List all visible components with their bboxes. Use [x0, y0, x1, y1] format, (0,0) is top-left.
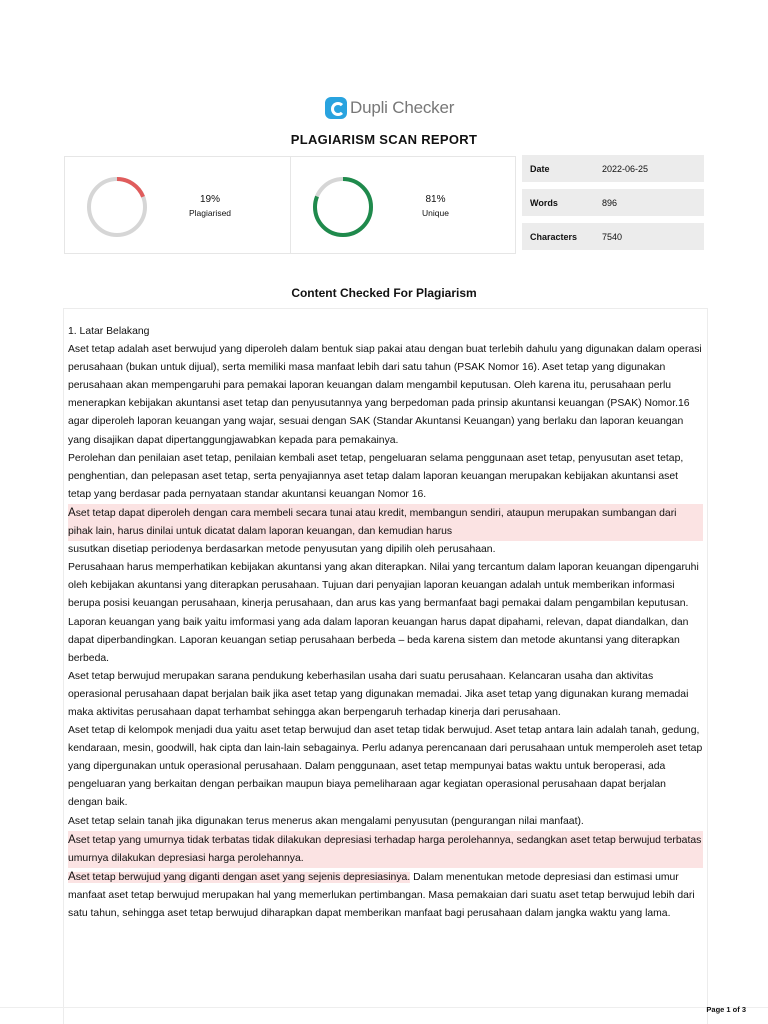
checked-content — [68, 323, 703, 923]
brand-name: Dupli Checker — [350, 98, 455, 117]
paragraph: Aset tetap berwujud merupakan sarana pendukung keberhasilan usaha dari suatu perusahaan. Kelancaran usaha dan aktivitas operasional perusahaan dapat berjalan baik jika aset tetap yang digunakan memadai. Jika aset tetap yang digunakan kurang memadai maka aktivitas perusahaan dapat terhambat sehingga akan berpengaruh terhadap kinerja dari perusahaan. — [68, 670, 689, 718]
plagiarised-stat — [65, 157, 290, 253]
meta-key: Date — [530, 163, 550, 174]
paragraph: Aset tetap di kelompok menjadi dua yaitu aset tetap berwujud dan aset tetap tidak berwujud. Aset tetap antara lain adalah tanah, gedung, kendaraan, mesin, goodwill, hak cipta dan lain-lain sebagainya. Perlu adanya perencanaan dari perusahaan untuk memperoleh aset tetap yang dipergunakan untuk operasional perusahaan. Dalam penggunaan, aset tetap mempunyai batas waktu untuk beroperasi, ada pengeluaran yang berkaitan dengan perbaikan maupun biaya pemeliharaan agar kegiatan operasional perusahaan dapat berjalan dengan baik. — [68, 725, 703, 809]
footer-divider — [0, 1007, 768, 1008]
highlight-initial: A — [68, 869, 76, 883]
meta-row-characters — [522, 223, 704, 250]
paragraph — [68, 868, 703, 923]
unique-percent: 81% — [425, 194, 446, 205]
content-heading: 1. Latar Belakang — [68, 326, 150, 337]
paragraph: Perusahaan harus memperhatikan kebijakan akuntansi yang akan diterapkan. Nilai yang tercantum dalam laporan keuangan dipengaruhi oleh kebijakan akuntansi yang diterapkan perusahaan. Tujuan dari penyajian laporan keuangan adalah untuk memberikan informasi berupa posisi keuangan perusahaan, kinerja perusahaan, dan arus kas yang bermanfaat bagi pemakai dalam pengambilan keputusan. Laporan keuangan yang baik yaitu imformasi yang ada dalam laporan keuangan harus dapat dipahami, relevan, dapat diandalkan, dan dapat diperbandingkan. Laporan keuangan setiap perusahaan berbeda – beda karena sistem dan metode akuntansi yang diterapkan berbeda. — [68, 562, 699, 664]
meta-row-date — [522, 155, 704, 182]
report-meta-table — [522, 155, 704, 257]
highlight-text: set tetap yang umurnya tidak terbatas tidak dilakukan depresiasi terhadap harga perolehannya, sedangkan aset tetap berwujud terbatas umurnya dilakukan depresiasi harga perolehannya. — [68, 834, 702, 864]
meta-value: 7540 — [602, 231, 623, 242]
plagiarised-highlight — [68, 831, 703, 868]
report-title: PLAGIARISM SCAN REPORT — [290, 132, 478, 147]
unique-label: Unique — [422, 208, 449, 218]
meta-key: Characters — [530, 231, 578, 242]
paragraph-text: Dalam menentukan metode depresiasi dan estimasi umur manfaat aset tetap berwujud merupakan hal yang memerlukan pertimbangan. Masa pemakaian dari suatu aset tetap berwujud lebih dari satu tahun, sehingga aset tetap berwujud diharapkan dapat memberikan manfaat bagi perusahaan dalam jangka waktu yang lama. — [68, 871, 695, 919]
duplichecker-logo-icon — [325, 97, 347, 119]
paragraph: Perolehan dan penilaian aset tetap, penilaian kembali aset tetap, pengeluaran selama penggunaan aset tetap, penyusutan aset tetap, penghentian, dan pelepasan aset tetap, serta penyajiannya aset tetap dalam laporan keuangan merupakan kebijakan akuntansi aset tetap yang berdasar pada pernyataan standar akuntansi keuangan Nomor 16. — [68, 452, 684, 500]
plagiarised-ring-chart — [85, 175, 149, 239]
paragraph: Aset tetap adalah aset berwujud yang diperoleh dalam bentuk siap pakai atau dengan buat terlebih dahulu yang digunakan dalam operasi perusahaan (bukan untuk dijual), serta memiliki masa manfaat lebih dari satu tahun (PSAK Nomor 16). Aset tetap yang digunakan perusahaan akan mempengaruhi para pemakai laporan keuangan dalam mengambil keputusan. Oleh karena itu, perusahaan perlu menerapkan kebijakan akuntansi aset tetap dan penyusutannya yang berpedoman pada prinsip akuntansi keuangan (PSAK) Nomor.16 agar diperoleh laporan keuangan yang wajar, sesuai dengan SAK (Standar Akuntansi Keuangan) yang berlaku dan laporan keuangan yang disajikan dapat dipertanggungjawabkan kepada para pemakainya. — [68, 344, 702, 446]
section-title: Content Checked For Plagiarism — [291, 286, 477, 300]
meta-row-words — [522, 189, 704, 216]
plagiarised-percent: 19% — [199, 194, 220, 205]
highlight-initial: A — [68, 505, 76, 519]
highlight-initial: A — [68, 832, 76, 846]
plagiarised-highlight — [68, 869, 411, 883]
paragraph: susutkan disetiap periodenya berdasarkan metode penyusutan yang dipilih oleh perusahaan. — [68, 544, 496, 556]
brand-logo — [325, 96, 454, 120]
highlight-text: set tetap dapat diperoleh dengan cara membeli secara tunai atau kredit, membangun sendiri, ataupun merupakan sumbangan dari pihak lain, harus dinilai untuk dicatat dalam laporan keuangan, dan kemudian harus — [68, 507, 677, 538]
highlight-text: set tetap berwujud yang diganti dengan aset yang sejenis depresiasinya. — [75, 871, 411, 883]
unique-ring-chart — [311, 175, 375, 239]
meta-key: Words — [530, 197, 558, 208]
paragraph: Aset tetap selain tanah jika digunakan terus menerus akan mengalami penyusutan (pengurangan nilai manfaat). — [68, 815, 584, 827]
meta-value: 2022-06-25 — [602, 163, 649, 174]
stats-panel — [64, 156, 516, 254]
meta-value: 896 — [602, 197, 618, 208]
plagiarised-label: Plagiarised — [188, 208, 232, 218]
plagiarised-highlight — [68, 504, 703, 541]
page-number: Page 1 of 3 — [706, 1005, 746, 1014]
unique-stat — [290, 157, 516, 253]
